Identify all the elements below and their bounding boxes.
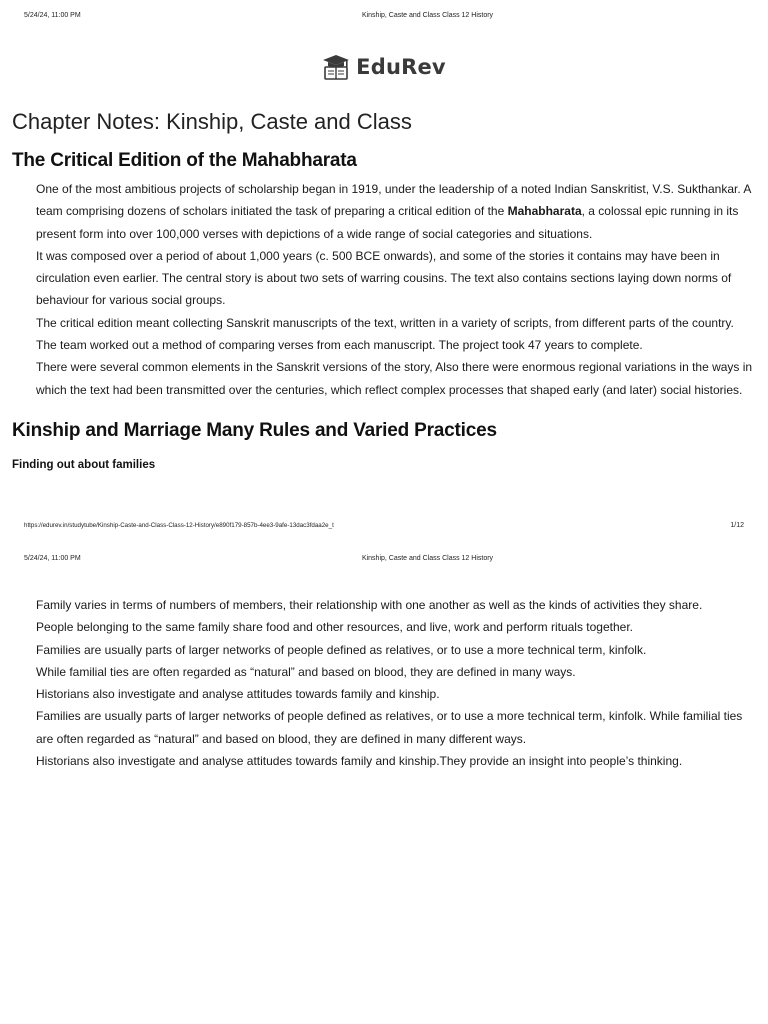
print-document-title: Kinship, Caste and Class Class 12 History [361,12,494,19]
bold-term-mahabharata: Mahabharata [507,204,582,219]
print-document-title: Kinship, Caste and Class Class 12 History [361,555,494,562]
chapter-title: Chapter Notes: Kinship, Caste and Class [12,109,412,134]
paragraph: Families are usually parts of larger networks of people defined as relatives, or to use a more technical term, kinfolk. While familial ties are often regarded as “natural” and based on blood, they are defined in many different ways. [36,709,743,746]
logo-text: EduRev [356,55,446,79]
paragraph: The critical edition meant collecting Sanskrit manuscripts of the text, written in a variety of scripts, from different parts of the country. The team worked out a method of comparing verses from each manuscript. The project took 47 years to complete. [36,315,734,353]
print-header-page-2 [0,555,768,571]
paragraph: While familial ties are often regarded as “natural” and based on blood, they are defined in many ways. [36,664,576,679]
paragraph: People belonging to the same family share food and other resources, and live, work and perform rituals together. [36,620,634,635]
print-date: 5/24/24, 11:00 PM [24,12,81,19]
paragraph: Historians also investigate and analyse attitudes towards family and kinship.They provide an insight into people’s thinking. [36,754,683,769]
section-critical-edition-body [36,178,756,401]
section-heading-kinship-marriage: Kinship and Marriage Many Rules and Varied Practices [12,420,497,441]
section-heading-critical-edition: The Critical Edition of the Mahabharata [12,150,357,171]
graduation-cap-book-icon [322,54,350,80]
print-footer-page-1 [0,522,768,536]
paragraph: There were several common elements in the Sanskrit versions of the story, Also there were enormous regional variations in the ways in which the text had been transmitted over the centuries, which reflect complex processes that shaped early (and later) social histories. [36,360,753,397]
print-date: 5/24/24, 11:00 PM [24,555,81,562]
source-url[interactable]: https://edurev.in/studytube/Kinship-Caste-and-Class-Class-12-History/e890f179-857b-4ee3-9afe-13dac3fdaa2e_t [24,522,334,529]
families-body [36,594,756,772]
page-number: 1/12 [730,522,744,529]
paragraph: Family varies in terms of numbers of members, their relationship with one another as well as the kinds of activities they share. [36,598,703,612]
paragraph: Historians also investigate and analyse attitudes towards family and kinship. [36,687,440,702]
paragraph: Families are usually parts of larger networks of people defined as relatives, or to use a more technical term, kinfolk. [36,642,647,657]
subheading-finding-out-about-families: Finding out about families [12,459,156,471]
print-header-page-1 [0,12,768,28]
edurev-logo[interactable] [0,54,768,80]
paragraph: One of the most ambitious projects of scholarship began in 1919, under the leadership of a noted Indian Sanskritist, V.S. Sukthankar. A team comprising dozens of scholars initiated the task of preparing a critical edition of the Mahabharata, a colossal epic running in its present form into over 100,000 verses with depictions of a wide range of social categories and situations. [36,182,751,241]
paragraph: It was composed over a period of about 1,000 years (c. 500 BCE onwards), and some of the stories it contains may have been in circulation even earlier. The central story is about two sets of warring cousins. The text also contains sections laying down norms of behaviour for various social groups. [36,248,732,308]
